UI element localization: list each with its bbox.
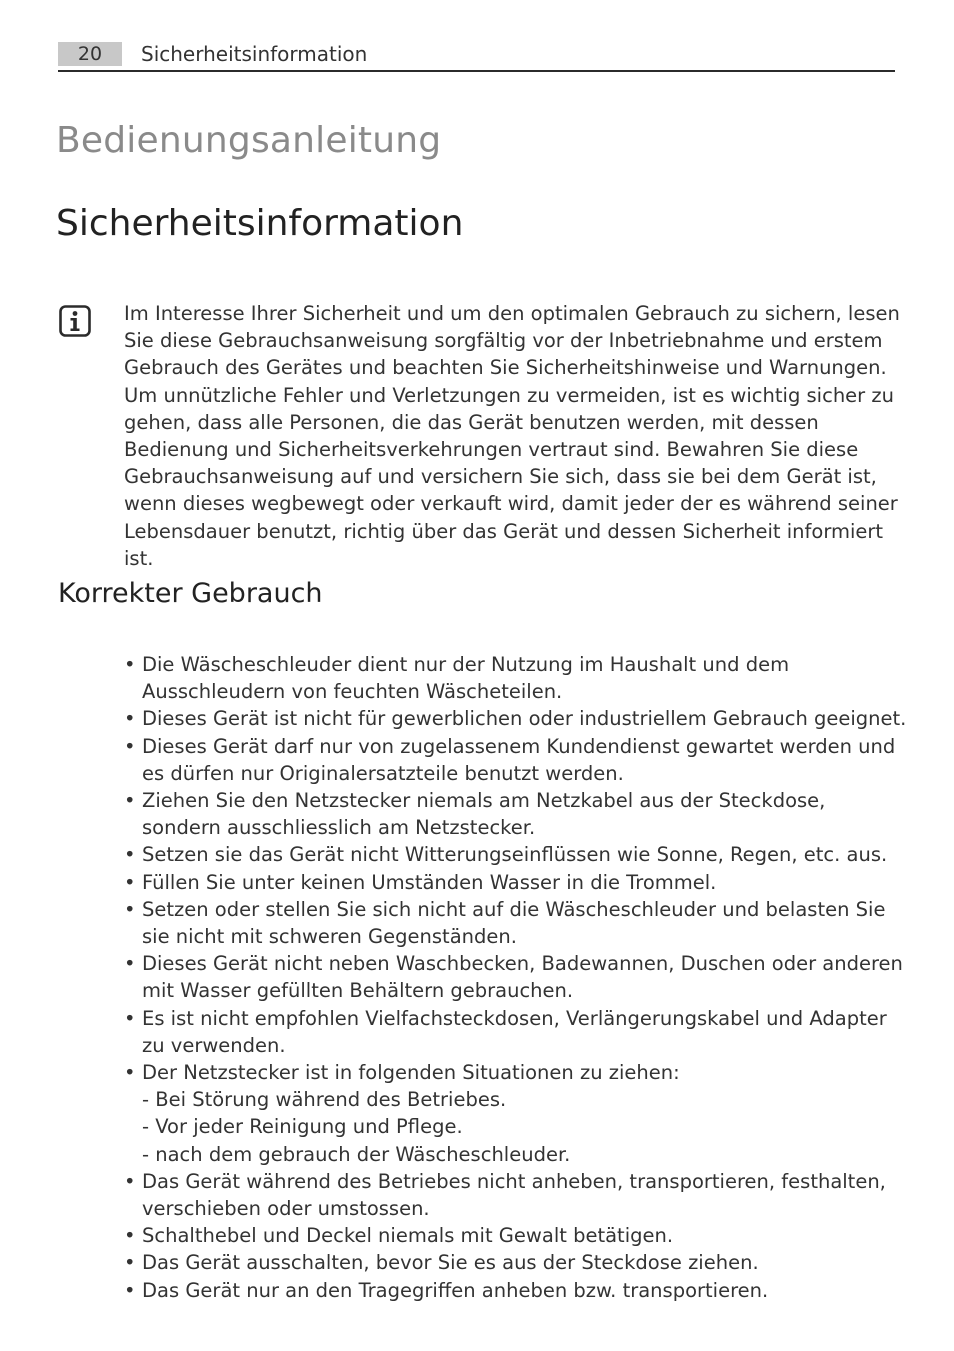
info-icon [59, 305, 91, 337]
list-item-text: Die Wäscheschleuder dient nur der Nutzung im Haushalt und dem Ausschleudern von feuchten Wäscheteilen. [142, 653, 790, 704]
list-item-text: Das Gerät während des Betriebes nicht anheben, transportieren, festhalten, verschieben oder umstossen. [142, 1169, 886, 1221]
korrekter-gebrauch-heading: Korrekter Gebrauch [58, 578, 323, 609]
bullet: • [124, 952, 136, 976]
list-item-text: Dieses Gerät ist nicht für gewerblichen oder industriellem Gebrauch geeignet. [142, 707, 907, 731]
bullet: • [124, 897, 136, 921]
sub-item: - nach dem gebrauch der Wäscheschleuder. [142, 1142, 571, 1166]
bullet: • [124, 653, 136, 676]
bullet: • [124, 1224, 136, 1248]
list-item [124, 841, 909, 868]
list-item [124, 896, 909, 950]
list-item [124, 1005, 909, 1059]
list-item [124, 1249, 909, 1276]
list-item [124, 869, 909, 896]
list-item-text: Ziehen Sie den Netzstecker niemals am Netzkabel aus der Steckdose, sondern ausschliesslich am Netzstecker. [142, 789, 826, 840]
page-header [58, 40, 895, 72]
list-item [124, 950, 909, 1004]
list-item-text: Der Netzstecker ist in folgenden Situationen zu ziehen: [142, 1061, 680, 1085]
list-item [124, 651, 909, 705]
header-section-title: Sicherheitsinformation [141, 42, 368, 66]
list-item-text: Dieses Gerät darf nur von zugelassenem Kundendienst gewartet werden und es dürfen nur Originalersatzteile benutzt werden. [142, 734, 896, 785]
list-item-text: Es ist nicht empfohlen Vielfachsteckdosen, Verlängerungskabel und Adapter zu verwenden. [142, 1006, 887, 1057]
list-item-text: Schalthebel und Deckel niemals mit Gewalt betätigen. [142, 1224, 674, 1248]
list-item [124, 1277, 909, 1304]
bullet: • [124, 1251, 136, 1275]
document-title: Bedienungsanleitung [56, 120, 442, 161]
section-title: Sicherheitsinformation [56, 203, 464, 244]
list-item [124, 705, 909, 732]
bullet: • [124, 1169, 136, 1193]
list-item-text: Dieses Gerät nicht neben Waschbecken, Badewannen, Duschen oder anderen mit Wasser gefüllten Behältern gebrauchen. [142, 952, 903, 1003]
intro-paragraph: Im Interesse Ihrer Sicherheit und um den optimalen Gebrauch zu sichern, lesen Sie diese Gebrauchsanweisung sorgfältig vor der Inbetriebnahme und erstem Gebrauch des Gerätes und beachten Sie Sicherheitshinweise und Warnungen. Um unnützliche Fehler und Verletzungen zu vermeiden, ist es wichtig sicher zu gehen, dass alle Personen, die das Gerät benutzen werden, mit dessen Bedienung und Sicherheitsverkehrungen vertraut sind. Bewahren Sie diese Gebrauchsanweisung auf und versichern Sie sich, dass sie bei dem Gerät ist, wenn dieses wegbewegt oder verkauft wird, damit jeder der es während seiner Lebensdauer benutzt, richtig über das Gerät und dessen Sicherheit informiert ist. [124, 302, 900, 570]
sub-item: - Bei Störung während des Betriebes. [142, 1088, 507, 1112]
bullet: • [124, 789, 136, 813]
bullet: • [124, 734, 136, 758]
page-number: 20 [58, 42, 122, 66]
bullet: • [124, 843, 136, 867]
list-item-text: Das Gerät nur an den Tragegriffen anheben bzw. transportieren. [142, 1278, 769, 1302]
list-item [124, 787, 909, 841]
list-item-text: Füllen Sie unter keinen Umständen Wasser in die Trommel. [142, 870, 717, 894]
bullet: • [124, 1061, 136, 1085]
bullet: • [124, 1006, 136, 1030]
list-item [124, 733, 909, 787]
bullet: • [124, 1278, 136, 1302]
list-item-text: Setzen sie das Gerät nicht Witterungseinflüssen wie Sonne, Regen, etc. aus. [142, 843, 888, 867]
bullet: • [124, 870, 136, 894]
sub-item: - Vor jeder Reinigung und Pflege. [142, 1115, 463, 1139]
list-item-text: Das Gerät ausschalten, bevor Sie es aus der Steckdose ziehen. [142, 1251, 759, 1275]
safety-list [124, 651, 909, 1304]
list-item [124, 1168, 909, 1222]
bullet: • [124, 707, 136, 731]
list-item-netzstecker [124, 1059, 909, 1168]
list-item-text: Setzen oder stellen Sie sich nicht auf die Wäscheschleuder und belasten Sie sie nicht mit schweren Gegenständen. [142, 897, 886, 949]
list-item [124, 1222, 909, 1249]
